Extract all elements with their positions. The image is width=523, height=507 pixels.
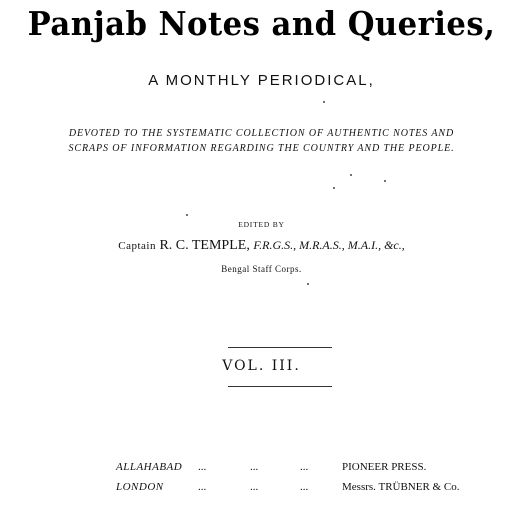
periodical-title: Panjab Notes and Queries, [27, 4, 496, 43]
paper-speck [186, 214, 188, 216]
imprint-publisher: Messrs. TRÜBNER & Co. [342, 481, 460, 493]
imprint-dots: ... [300, 461, 309, 473]
imprint-publisher: PIONEER PRESS. [342, 461, 427, 473]
description-block [0, 126, 523, 156]
paper-speck [323, 101, 325, 103]
editor-corps: Bengal Staff Corps. [221, 264, 302, 274]
editor-rank: Captain [118, 240, 156, 252]
imprint-place: LONDON [116, 481, 164, 493]
paper-speck [384, 180, 386, 182]
imprint-dots: ... [250, 481, 259, 493]
imprint-dots: ... [300, 481, 309, 493]
paper-speck [350, 174, 352, 176]
editor-name: R. C. TEMPLE, [159, 238, 250, 253]
paper-speck [333, 187, 335, 189]
rule-below-volume [228, 386, 332, 387]
imprint-dots: ... [198, 461, 207, 473]
imprint-row [116, 461, 182, 473]
paper-speck [307, 283, 309, 285]
periodical-subtitle: A MONTHLY PERIODICAL, [148, 72, 375, 89]
imprint-row [116, 481, 164, 493]
editor-honours: F.R.G.S., M.R.A.S., M.A.I., &c., [253, 238, 405, 252]
volume-number: VOL. III. [222, 358, 301, 374]
edited-by-label: EDITED BY [238, 220, 285, 229]
imprint-place: ALLAHABAD [116, 461, 183, 473]
rule-above-volume [228, 347, 332, 348]
imprint-dots: ... [198, 481, 207, 493]
description-line-1: DEVOTED TO THE SYSTEMATIC COLLECTION OF AUTHENTIC NOTES AND [68, 128, 455, 139]
description-line-2: SCRAPS OF INFORMATION REGARDING THE COUNTRY AND THE PEOPLE. [68, 143, 455, 154]
imprint-dots: ... [250, 461, 259, 473]
editor-line [0, 238, 523, 254]
